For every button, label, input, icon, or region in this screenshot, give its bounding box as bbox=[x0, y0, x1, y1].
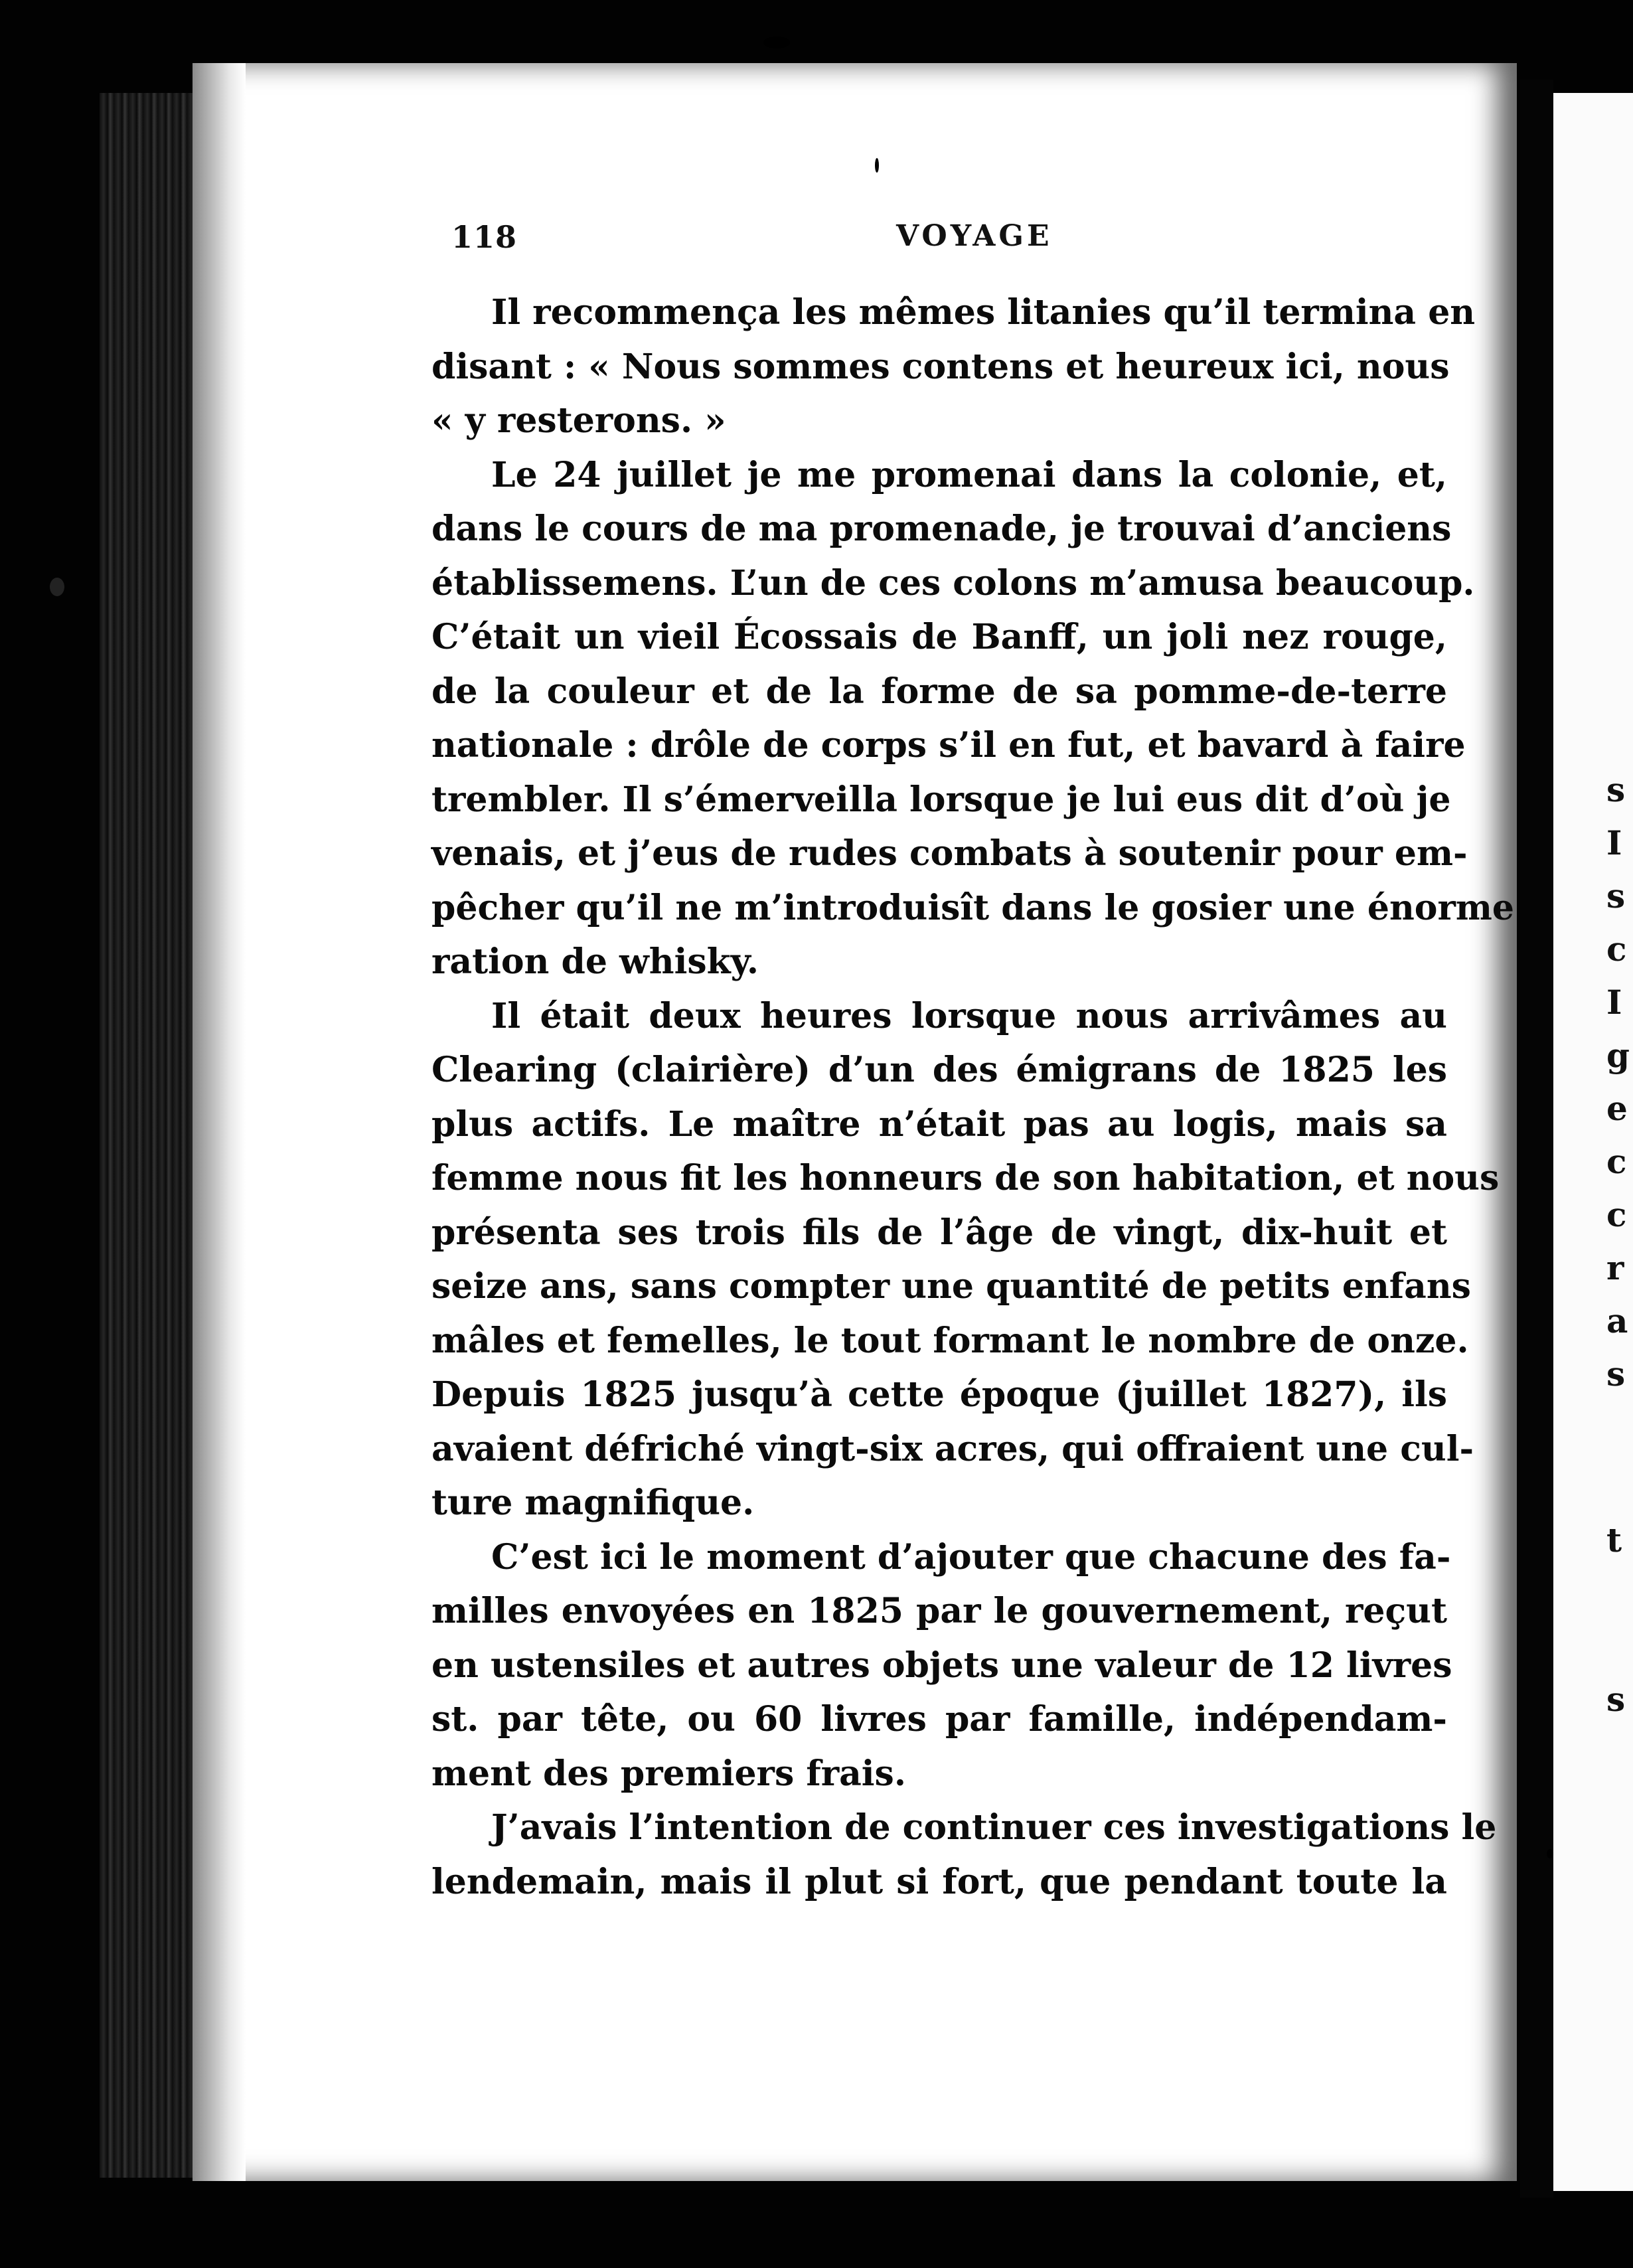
text-line: seize ans, sans compter une quantité de petits enfans bbox=[431, 1266, 1471, 1307]
facing-page-glyph: g bbox=[1606, 1036, 1630, 1075]
facing-page-glyph: I bbox=[1606, 823, 1622, 862]
text-line: nationale : drôle de corps s’il en fut, et bavard à faire bbox=[431, 725, 1466, 766]
body-text bbox=[431, 285, 1514, 1909]
text-line: Clearing (clairière) d’un des émigrans de 1825 les bbox=[431, 1050, 1447, 1090]
facing-page-glyph: r bbox=[1606, 1248, 1624, 1287]
text-line: mâles et femelles, le tout formant le nombre de onze. bbox=[431, 1320, 1469, 1361]
text-line: ment des premiers frais. bbox=[431, 1753, 906, 1794]
facing-page-glyph: c bbox=[1606, 1142, 1627, 1181]
scan-speck bbox=[763, 37, 790, 48]
text-line: de la couleur et de la forme de sa pomme-de-terre bbox=[431, 671, 1447, 712]
text-line: venais, et j’eus de rudes combats à soutenir pour em- bbox=[431, 833, 1468, 874]
text-line: trembler. Il s’émerveilla lorsque je lui eus dit d’où je bbox=[431, 779, 1451, 820]
text-line: en ustensiles et autres objets une valeur de 12 livres bbox=[431, 1645, 1452, 1686]
scan-speck bbox=[875, 158, 879, 173]
facing-page-glyph: s bbox=[1606, 876, 1626, 916]
text-line: Depuis 1825 jusqu’à cette époque (juillet 1827), ils bbox=[431, 1374, 1447, 1415]
page-number: 118 bbox=[451, 219, 518, 255]
text-line: avaient défriché vingt-six acres, qui offraient une cul- bbox=[431, 1428, 1474, 1469]
text-line: ration de whisky. bbox=[431, 941, 759, 982]
text-line: J’avais l’intention de continuer ces investigations le bbox=[491, 1807, 1497, 1848]
text-line: « y resterons. » bbox=[431, 400, 726, 441]
page-gap-shadow bbox=[1520, 80, 1553, 2198]
text-line: Le 24 juillet je me promenai dans la colonie, et, bbox=[491, 454, 1447, 495]
facing-page-glyph: c bbox=[1606, 930, 1627, 969]
facing-page-glyph: e bbox=[1606, 1089, 1628, 1128]
text-line: plus actifs. Le maître n’était pas au logis, mais sa bbox=[431, 1103, 1447, 1145]
facing-page-glyph: c bbox=[1606, 1195, 1627, 1234]
facing-page-glyph: t bbox=[1606, 1520, 1622, 1560]
text-line: Il était deux heures lorsque nous arrivâmes au bbox=[491, 995, 1447, 1036]
facing-page-glyph: s bbox=[1606, 770, 1626, 809]
text-line: C’était un vieil Écossais de Banff, un joli nez rouge, bbox=[431, 617, 1447, 657]
text-line: lendemain, mais il plut si fort, que pendant toute la bbox=[431, 1861, 1447, 1902]
scan-speck bbox=[1547, 1849, 1553, 1858]
running-title: VOYAGE bbox=[896, 219, 1053, 253]
text-line: présenta ses trois fils de l’âge de vingt, dix-huit et bbox=[431, 1212, 1447, 1253]
facing-page-glyph: I bbox=[1606, 983, 1622, 1022]
text-line: Il recommença les mêmes litanies qu’il termina en bbox=[491, 292, 1476, 333]
running-head bbox=[451, 219, 1460, 259]
scan-speck bbox=[50, 578, 64, 596]
text-line: femme nous fit les honneurs de son habitation, et nous bbox=[431, 1158, 1500, 1198]
text-line: C’est ici le moment d’ajouter que chacune des fa- bbox=[491, 1536, 1451, 1578]
text-line: st. par tête, ou 60 livres par famille, indépendam- bbox=[431, 1699, 1447, 1740]
text-line: milles envoyées en 1825 par le gouvernement, reçut bbox=[431, 1591, 1447, 1631]
text-line: disant : « Nous sommes contens et heureux ici, nous bbox=[431, 346, 1450, 387]
page-gutter-shadow bbox=[193, 63, 246, 2181]
text-line: pêcher qu’il ne m’introduisît dans le gosier une énorme bbox=[431, 887, 1514, 928]
facing-page-glyph: s bbox=[1606, 1680, 1626, 1719]
facing-page-glyph: a bbox=[1606, 1301, 1628, 1340]
text-line: dans le cours de ma promenade, je trouvai d’anciens bbox=[431, 509, 1452, 549]
facing-page-glyph: s bbox=[1606, 1354, 1626, 1394]
text-line: ture magnifique. bbox=[431, 1483, 755, 1523]
text-line: établissemens. L’un de ces colons m’amusa beaucoup. bbox=[431, 562, 1475, 604]
